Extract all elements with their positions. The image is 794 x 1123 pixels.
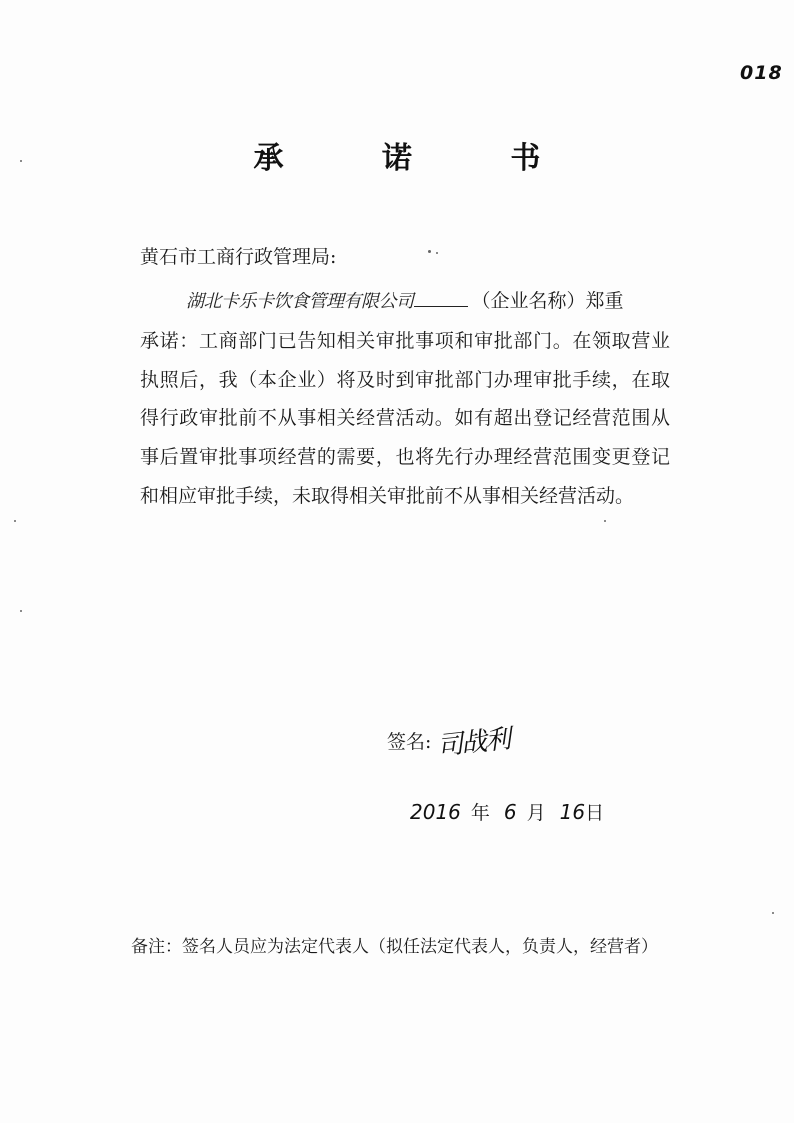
date-year: 2016 <box>410 800 461 824</box>
date-year-unit: 年 <box>470 802 490 824</box>
date-row <box>410 798 604 825</box>
company-line <box>140 282 670 322</box>
scan-speck <box>772 912 774 914</box>
scan-speck <box>436 252 438 254</box>
scan-speck <box>20 610 22 612</box>
scan-speck <box>14 520 16 522</box>
commitment-text: 承诺：工商部门已告知相关审批事项和审批部门。在领取营业执照后，我（本企业）将及时到审批部门办理审批手续，在取得行政审批前不从事相关经营活动。如有超出登记经营范围从事后置审批事项经营的需要，也将先行办理经营范围变更登记和相应审批手续，未取得相关审批前不从事相关经营活动。 <box>140 329 670 507</box>
date-month: 6 <box>503 800 517 824</box>
company-underline <box>414 292 468 307</box>
signature-handwritten: 司战利 <box>436 724 512 762</box>
company-label: （企业名称）郑重 <box>471 290 624 312</box>
scan-speck <box>428 250 431 253</box>
signature-label: 签名: <box>387 731 432 753</box>
date-month-unit: 月 <box>526 802 546 824</box>
scan-speck <box>604 520 606 522</box>
page-number: 018 <box>740 62 783 84</box>
company-name-handwritten: 湖北卡乐卡饮食管理有限公司 <box>186 291 414 312</box>
date-day: 16 <box>559 800 586 824</box>
scan-speck <box>20 160 22 162</box>
addressee: 黄石市工商行政管理局: <box>140 246 337 268</box>
commitment-body <box>140 282 670 516</box>
date-day-unit: 日 <box>585 802 605 824</box>
remark-note: 备注：签名人员应为法定代表人（拟任法定代表人，负责人，经营者） <box>131 937 658 957</box>
document-title: 承 诺 书 <box>253 141 585 176</box>
signature-row <box>387 722 512 762</box>
